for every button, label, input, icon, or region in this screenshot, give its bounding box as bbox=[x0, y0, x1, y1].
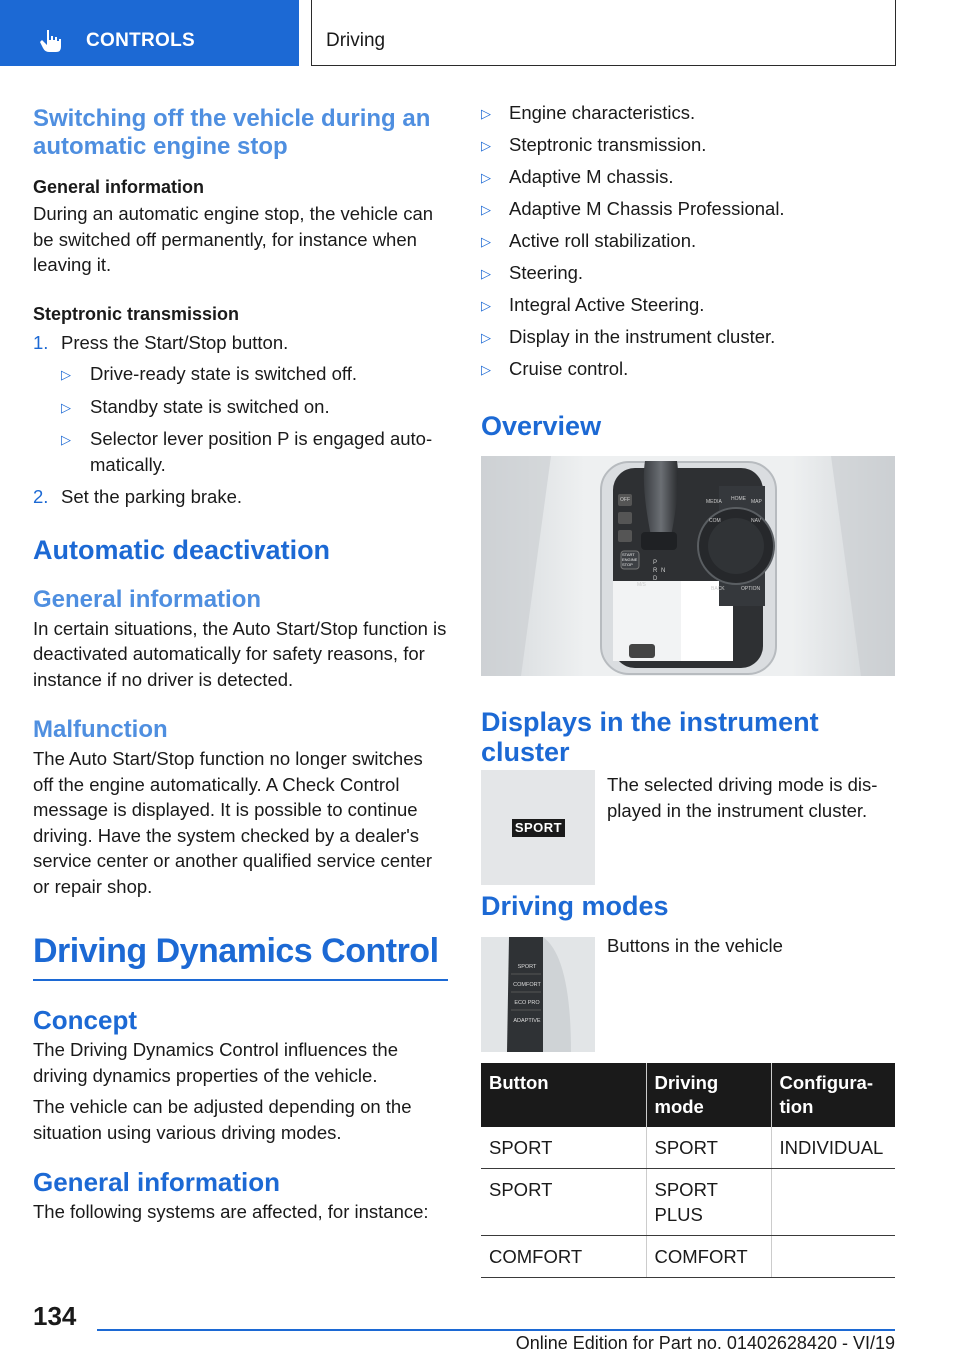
table-header-cell: Driving mode bbox=[646, 1063, 771, 1127]
substep-text: Standby state is switched on. bbox=[90, 395, 330, 417]
center-console-image bbox=[481, 456, 895, 676]
off-label: OFF bbox=[620, 497, 630, 503]
table-cell: SPORT bbox=[646, 1127, 771, 1169]
mode-button-adaptive: ADAPTIVE bbox=[513, 1018, 541, 1024]
switch-off-title: Switching off the vehicle during an automatic engine stop bbox=[33, 105, 431, 160]
system-text: Steptronic transmission. bbox=[509, 134, 707, 155]
substep-item bbox=[61, 426, 448, 477]
system-item bbox=[481, 228, 895, 254]
triangle-bullet-icon: ▷ bbox=[481, 330, 491, 345]
gear-n-label: N bbox=[661, 568, 666, 574]
chapter-label: Driving bbox=[326, 30, 386, 51]
step-text: Press the Start/Stop button. bbox=[61, 331, 289, 353]
triangle-bullet-icon: ▷ bbox=[481, 202, 491, 217]
auto-general-text: In certain situations, the Auto Start/Stop function is deactivated automatically for safety reasons, for instance if no driver is detected. bbox=[33, 617, 447, 690]
stop-label: STOP bbox=[622, 562, 633, 567]
substep-text: Drive-ready state is switched off. bbox=[90, 363, 357, 384]
right-column bbox=[481, 100, 895, 388]
mode-buttons-image bbox=[481, 937, 595, 1052]
displays-text: The selected driving mode is dis-played in the instrument cluster. bbox=[607, 774, 878, 821]
system-item bbox=[481, 132, 895, 158]
system-text: Active roll stabilization. bbox=[509, 230, 697, 251]
system-text: Cruise control. bbox=[509, 358, 629, 379]
table-header-cell: Configura-tion bbox=[771, 1063, 895, 1127]
table-cell: SPORT PLUS bbox=[646, 1169, 771, 1236]
general-info-2-heading: General information bbox=[33, 1167, 281, 1197]
hand-pointer-icon bbox=[38, 28, 64, 54]
table-cell: SPORT bbox=[481, 1127, 646, 1169]
auto-general-heading: General information bbox=[33, 585, 262, 613]
systems-list bbox=[481, 100, 895, 382]
system-item bbox=[481, 260, 895, 286]
table-header-cell: Button bbox=[481, 1063, 646, 1127]
system-text: Integral Active Steering. bbox=[509, 294, 705, 315]
triangle-bullet-icon: ▷ bbox=[481, 138, 491, 153]
triangle-bullet-icon: ▷ bbox=[481, 362, 491, 377]
general-info-text: During an automatic engine stop, the vehicle can be switched off permanently, for instance when leaving it. bbox=[33, 203, 434, 275]
map-label: MAP bbox=[751, 499, 762, 505]
triangle-bullet-icon: ▷ bbox=[481, 266, 491, 281]
com-label: COM bbox=[709, 518, 721, 524]
substep-item bbox=[61, 394, 448, 420]
sport-display-image bbox=[481, 770, 595, 885]
back-label: BACK bbox=[711, 586, 725, 592]
triangle-bullet-icon: ▷ bbox=[481, 106, 491, 121]
mode-button-sport: SPORT bbox=[517, 964, 537, 970]
step-text: Set the parking brake. bbox=[61, 486, 242, 507]
gear-r-label: R bbox=[653, 568, 658, 574]
center-console-drawing bbox=[481, 456, 895, 676]
home-label: HOME bbox=[731, 496, 746, 502]
table-cell bbox=[771, 1169, 895, 1236]
step-number: 1. bbox=[33, 331, 49, 353]
substeps-list bbox=[61, 361, 448, 477]
start-label: START bbox=[622, 552, 635, 557]
footer-rule bbox=[97, 1329, 895, 1331]
driving-modes-table bbox=[481, 1063, 895, 1278]
ddc-title: Driving Dynamics Control bbox=[33, 932, 439, 970]
table-row bbox=[481, 1169, 895, 1236]
system-text: Engine characteristics. bbox=[509, 102, 696, 123]
step-item bbox=[33, 330, 448, 478]
option-label: OPTION bbox=[741, 586, 761, 592]
mode-button-eco-pro: ECO PRO bbox=[514, 1000, 540, 1006]
system-item bbox=[481, 196, 895, 222]
steptronic-heading: Steptronic transmission bbox=[33, 303, 240, 324]
triangle-bullet-icon: ▷ bbox=[481, 298, 491, 313]
gear-ms-label: M/S bbox=[637, 582, 646, 588]
edition-text: Online Edition for Part no. 01402628420 - VI/19 bbox=[515, 1333, 895, 1353]
triangle-bullet-icon: ▷ bbox=[61, 432, 71, 447]
displays-title: Displays in the instrument cluster bbox=[481, 707, 819, 767]
substep-text: Selector lever position P is engaged auto-matically. bbox=[90, 428, 433, 475]
table-cell bbox=[771, 1236, 895, 1278]
triangle-bullet-icon: ▷ bbox=[481, 170, 491, 185]
system-item bbox=[481, 356, 895, 382]
sport-badge: SPORT bbox=[512, 819, 565, 837]
system-item bbox=[481, 324, 895, 350]
title-rule bbox=[33, 979, 448, 981]
system-item bbox=[481, 164, 895, 190]
steps-list bbox=[33, 330, 448, 510]
chapter-frame bbox=[311, 0, 896, 66]
step-item bbox=[33, 484, 448, 510]
table-row bbox=[481, 1127, 895, 1169]
modes-title: Driving modes bbox=[481, 891, 669, 921]
modes-text: Buttons in the vehicle bbox=[607, 935, 783, 956]
step-number: 2. bbox=[33, 486, 49, 507]
left-column bbox=[33, 100, 448, 1225]
auto-deactivation-title: Automatic deactivation bbox=[33, 534, 331, 565]
system-text: Steering. bbox=[509, 262, 584, 283]
system-item bbox=[481, 292, 895, 318]
nav-label: NAV bbox=[751, 518, 761, 524]
table-header-row bbox=[481, 1063, 895, 1127]
mode-button-comfort: COMFORT bbox=[513, 982, 541, 988]
triangle-bullet-icon: ▷ bbox=[481, 234, 491, 249]
system-item bbox=[481, 100, 895, 126]
concept-text-1: The Driving Dynamics Control influences the driving dynamics properties of the vehicle. bbox=[33, 1039, 399, 1086]
general-info-heading: General information bbox=[33, 177, 205, 197]
media-label: MEDIA bbox=[706, 499, 722, 505]
section-tab bbox=[0, 0, 299, 66]
table-cell: COMFORT bbox=[646, 1236, 771, 1278]
system-text: Adaptive M Chassis Professional. bbox=[509, 198, 785, 219]
system-text: Adaptive M chassis. bbox=[509, 166, 674, 187]
general-info-2-text: The following systems are affected, for instance: bbox=[33, 1201, 429, 1222]
system-text: Display in the instrument cluster. bbox=[509, 326, 776, 347]
overview-title: Overview bbox=[481, 411, 602, 441]
triangle-bullet-icon: ▷ bbox=[61, 399, 71, 415]
substep-item bbox=[61, 361, 448, 387]
mode-buttons-drawing bbox=[481, 937, 595, 1052]
gear-p-label: P bbox=[653, 560, 658, 566]
concept-heading: Concept bbox=[33, 1005, 137, 1035]
malfunction-heading: Malfunction bbox=[33, 716, 168, 743]
malfunction-text: The Auto Start/Stop function no longer switches off the engine automatically. A Check Control message is displayed. It is possible to continue driving. Have the system checked by a dealer's service center or another qualified service center or repair shop. bbox=[33, 748, 432, 897]
concept-text-2: The vehicle can be adjusted depending on the situation using various driving modes. bbox=[33, 1096, 412, 1143]
page-number: 134 bbox=[33, 1301, 77, 1331]
table-row bbox=[481, 1236, 895, 1278]
table-cell: INDIVIDUAL bbox=[771, 1127, 895, 1169]
engine-label: ENGINE bbox=[622, 557, 638, 562]
section-label: CONTROLS bbox=[86, 30, 196, 51]
table-cell: SPORT bbox=[481, 1169, 646, 1236]
gear-d-label: D bbox=[653, 576, 658, 582]
triangle-bullet-icon: ▷ bbox=[61, 367, 71, 382]
table-cell: COMFORT bbox=[481, 1236, 646, 1278]
